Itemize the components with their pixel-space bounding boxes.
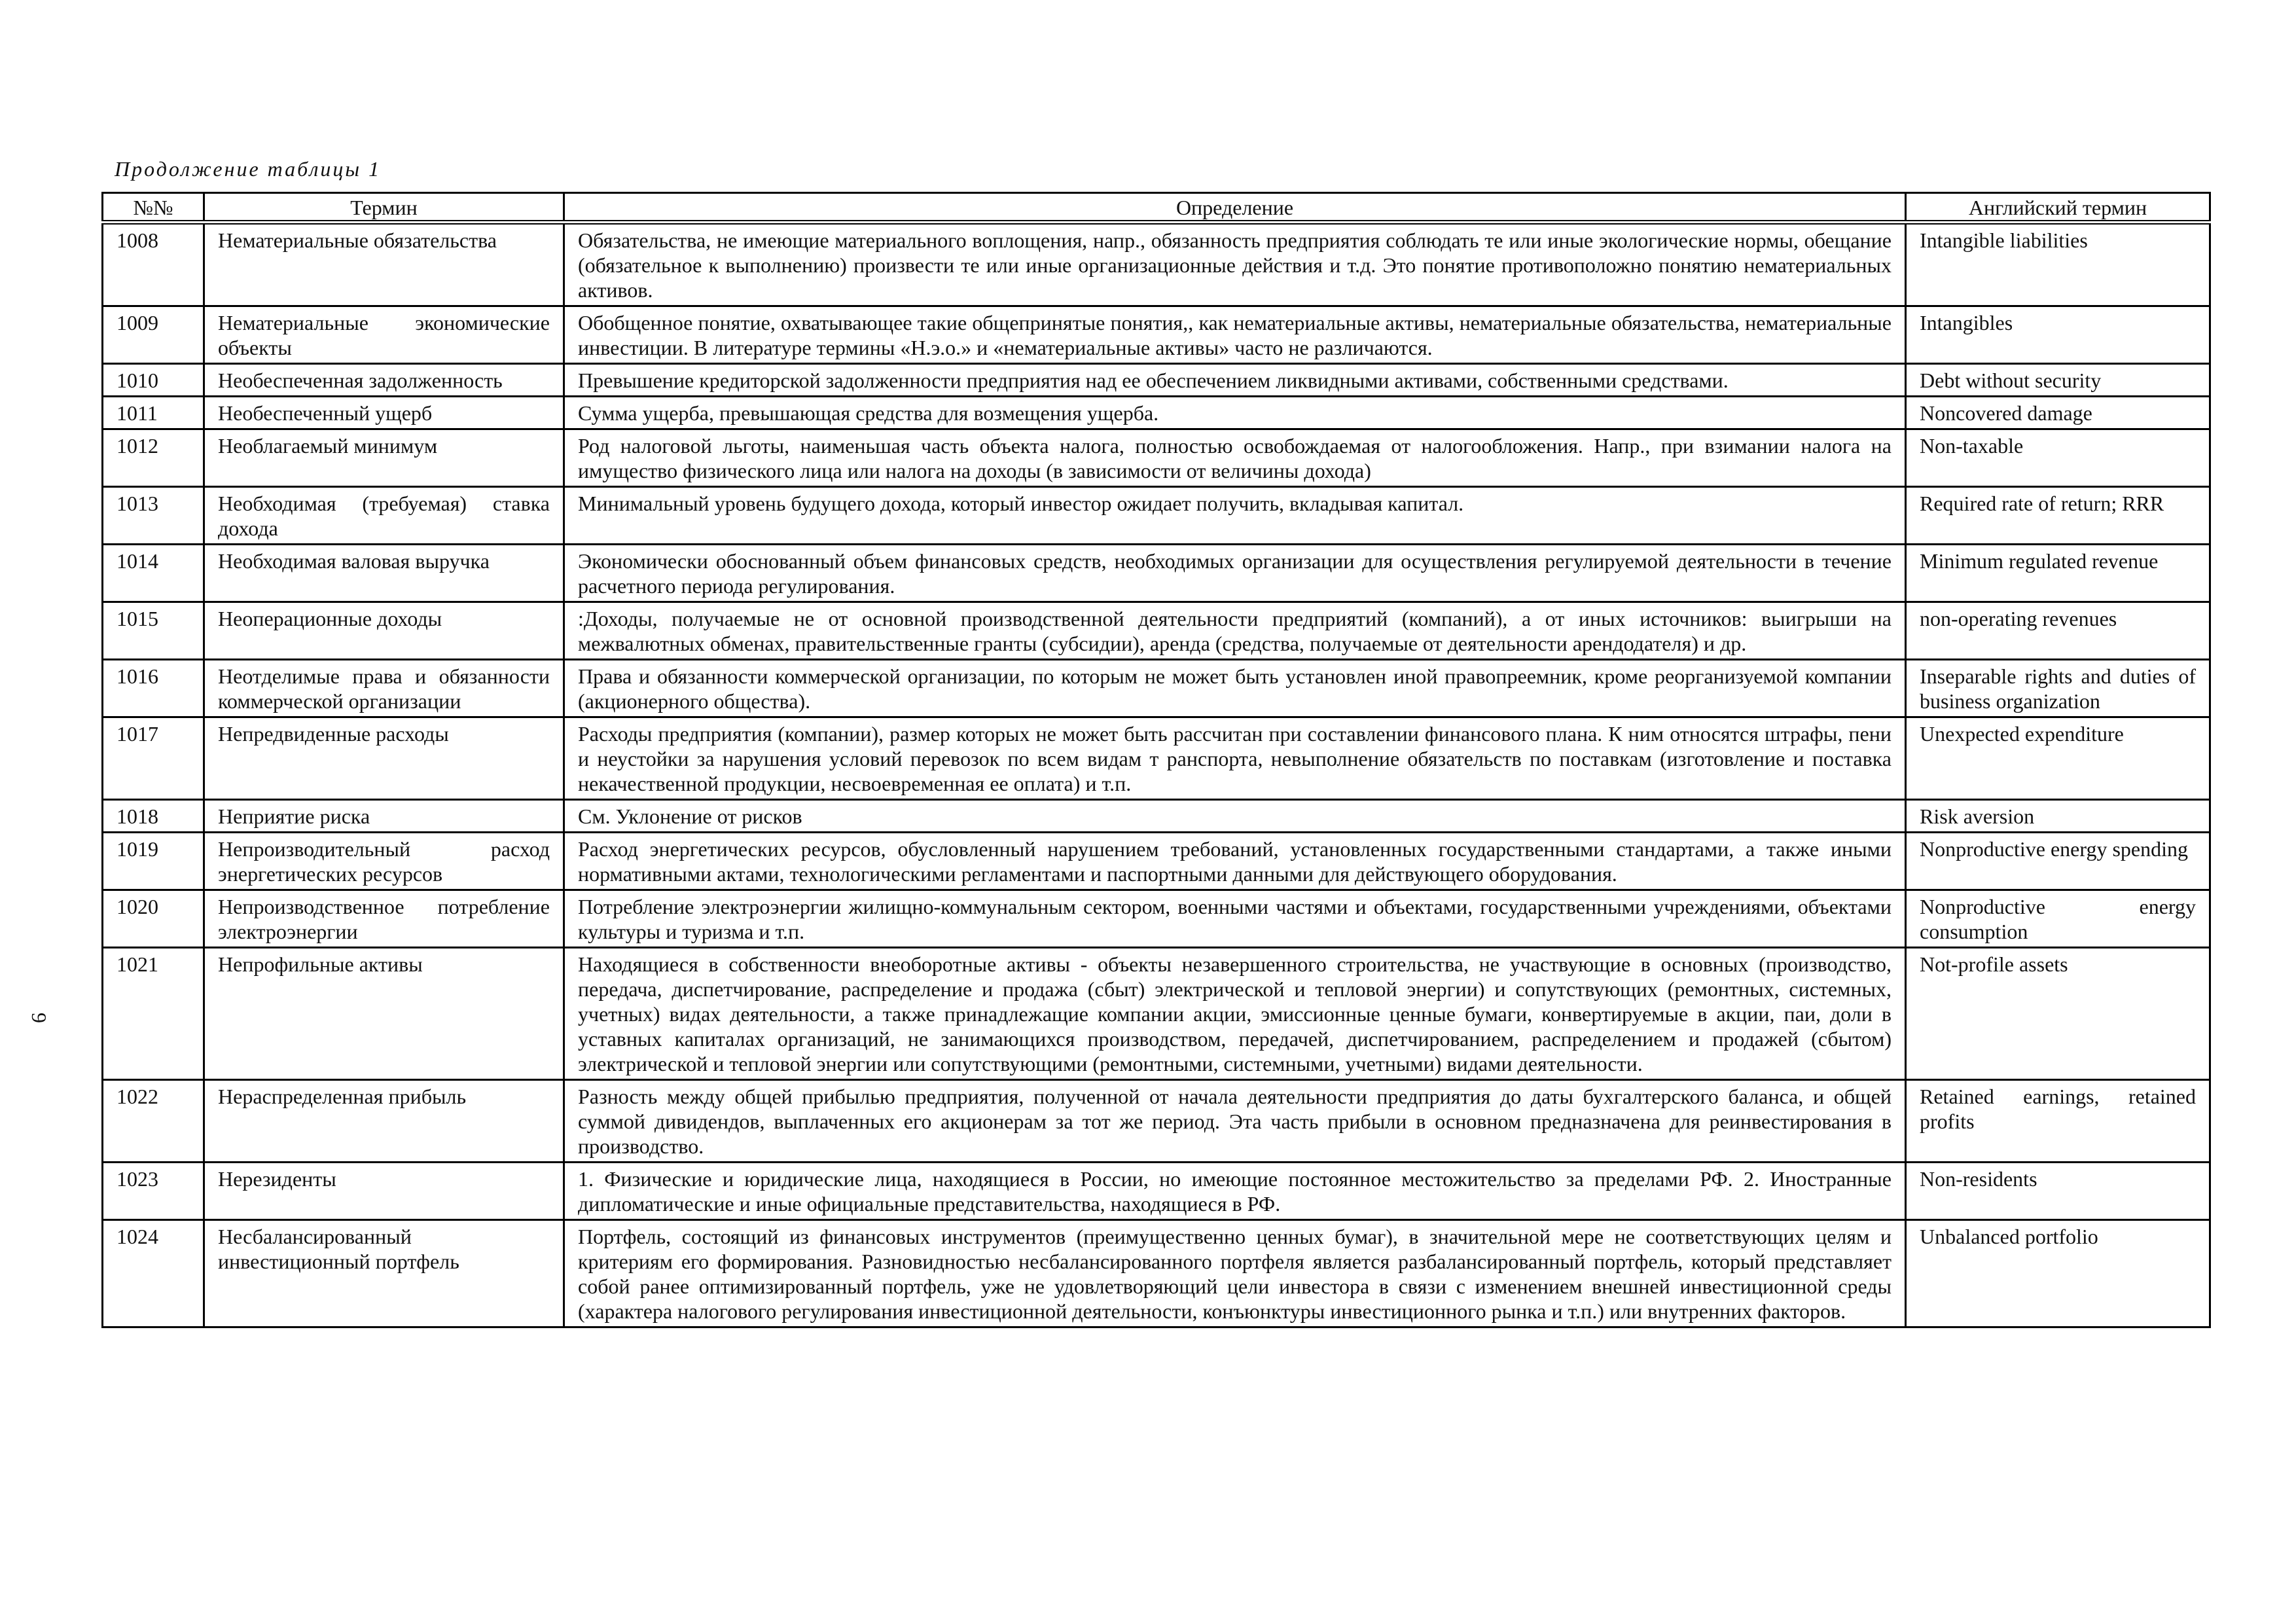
- row-term: Необлагаемый минимум: [204, 429, 564, 487]
- row-number: 1016: [103, 660, 204, 717]
- row-english-term: Inseparable rights and duties of business organization: [1906, 660, 2210, 717]
- table-row: [103, 545, 2210, 602]
- page-number: 9: [27, 1013, 51, 1023]
- header-english-term: Английский термин: [1906, 193, 2210, 223]
- row-english-term: Non-taxable: [1906, 429, 2210, 487]
- table-row: [103, 717, 2210, 800]
- row-term: Необеспеченная задолженность: [204, 364, 564, 397]
- table-row: [103, 660, 2210, 717]
- row-term: Непредвиденные расходы: [204, 717, 564, 800]
- row-english-term: Risk aversion: [1906, 800, 2210, 833]
- row-definition: 1. Физические и юридические лица, находящиеся в России, но имеющие постоянное местожительство за пределами РФ. 2. Иностранные дипломатические и иные официальные представительства, находящиеся в РФ.: [564, 1163, 1906, 1220]
- row-term: Неотделимые права и обязанности коммерческой организации: [204, 660, 564, 717]
- table-row: [103, 364, 2210, 397]
- row-term: Непроизводственное потребление электроэнергии: [204, 890, 564, 948]
- row-english-term: Noncovered damage: [1906, 397, 2210, 429]
- header-row: [103, 193, 2210, 223]
- row-english-term: Debt without security: [1906, 364, 2210, 397]
- table-row: [103, 800, 2210, 833]
- row-term: Необходимая валовая выручка: [204, 545, 564, 602]
- row-term: Непроизводительный расход энергетических ресурсов: [204, 833, 564, 890]
- row-definition: Расходы предприятия (компании), размер которых не может быть рассчитан при составлении финансового плана. К ним относятся штрафы, пени и неустойки за нарушения условий перевозок по всем видам т ранспорта, невыполнение обязательств по поставкам (изготовление и поставка некачественной продукции, несвоевременная ее оплата) и т.п.: [564, 717, 1906, 800]
- row-number: 1023: [103, 1163, 204, 1220]
- row-english-term: Unbalanced portfolio: [1906, 1220, 2210, 1327]
- table-row: [103, 397, 2210, 429]
- row-term: Нерезиденты: [204, 1163, 564, 1220]
- row-term: Нематериальные экономические объекты: [204, 306, 564, 364]
- row-term: Неоперационные доходы: [204, 602, 564, 660]
- row-term: Несбалансированный инвестиционный портфель: [204, 1220, 564, 1327]
- table-row: [103, 487, 2210, 545]
- row-number: 1019: [103, 833, 204, 890]
- row-term: Непрофильные активы: [204, 948, 564, 1080]
- row-number: 1009: [103, 306, 204, 364]
- row-number: 1018: [103, 800, 204, 833]
- table-caption: Продолжение таблицы 1: [115, 157, 382, 181]
- row-number: 1021: [103, 948, 204, 1080]
- table-row: [103, 1080, 2210, 1163]
- row-definition: Превышение кредиторской задолженности предприятия над ее обеспечением ликвидными активами, собственными средствами.: [564, 364, 1906, 397]
- row-english-term: Unexpected expenditure: [1906, 717, 2210, 800]
- row-number: 1011: [103, 397, 204, 429]
- row-term: Необеспеченный ущерб: [204, 397, 564, 429]
- row-definition: Расход энергетических ресурсов, обусловленный нарушением требований, установленных государственными стандартами, а также иными нормативными актами, технологическими регламентами и паспортными данными для действующего оборудования.: [564, 833, 1906, 890]
- row-definition: Сумма ущерба, превышающая средства для возмещения ущерба.: [564, 397, 1906, 429]
- header-term: Термин: [204, 193, 564, 223]
- row-english-term: Minimum regulated revenue: [1906, 545, 2210, 602]
- row-definition: Обобщенное понятие, охватывающее такие общепринятые понятия,, как нематериальные активы, нематериальные обязательства, нематериальные инвестиции. В литературе термины «Н.э.о.» и «нематериальные активы» часто не различаются.: [564, 306, 1906, 364]
- row-number: 1017: [103, 717, 204, 800]
- table-row: [103, 890, 2210, 948]
- row-number: 1008: [103, 223, 204, 306]
- row-number: 1013: [103, 487, 204, 545]
- row-english-term: non-operating revenues: [1906, 602, 2210, 660]
- row-english-term: Required rate of return; RRR: [1906, 487, 2210, 545]
- row-number: 1014: [103, 545, 204, 602]
- table-row: [103, 948, 2210, 1080]
- row-definition: См. Уклонение от рисков: [564, 800, 1906, 833]
- row-definition: Обязательства, не имеющие материального воплощения, напр., обязанность предприятия соблюдать те или иные экологические нормы, обещание (обязательное к выполнению) произвести те или иные организационные действия и т.д. Это понятие противоположно понятию нематериальных активов.: [564, 223, 1906, 306]
- row-number: 1010: [103, 364, 204, 397]
- row-number: 1022: [103, 1080, 204, 1163]
- row-definition: Род налоговой льготы, наименьшая часть объекта налога, полностью освобождаемая от налогообложения. Напр., при взимании налога на имущество физического лица или налога на доходы (в зависимости от величины дохода): [564, 429, 1906, 487]
- row-number: 1020: [103, 890, 204, 948]
- table-body: [103, 223, 2210, 1327]
- row-definition: :Доходы, получаемые не от основной производственной деятельности предприятий (компаний), а от иных источников: выигрыши на межвалютных обменах, правительственные гранты (субсидии), аренда (средства, получаемые от деятельности арендодателя) и др.: [564, 602, 1906, 660]
- table-row: [103, 1220, 2210, 1327]
- table-row: [103, 602, 2210, 660]
- table-row: [103, 429, 2210, 487]
- table-row: [103, 833, 2210, 890]
- row-english-term: Not-profile assets: [1906, 948, 2210, 1080]
- header-number: №№: [103, 193, 204, 223]
- header-definition: Определение: [564, 193, 1906, 223]
- row-term: Необходимая (требуемая) ставка дохода: [204, 487, 564, 545]
- row-definition: Находящиеся в собственности внеоборотные активы - объекты незавершенного строительства, не участвующие в основных (производство, передача, диспетчирование, распределение и продажа (сбыт) электрической и тепловой энергии) и сопутствующих (ремонтных, системных, учетных) видах деятельности, а также принадлежащие компании акции, эмиссионные ценные бумаги, конвертируемые в акции, паи, доли в уставных капиталах организаций, не занимающихся производством, передачей, диспетчированием, распределением и продажей (сбытом) электрической и тепловой энергии или сопутствующими (ремонтными, системными, учетными) видами деятельности.: [564, 948, 1906, 1080]
- row-definition: Минимальный уровень будущего дохода, который инвестор ожидает получить, вкладывая капитал.: [564, 487, 1906, 545]
- row-english-term: Nonproductive energy spending: [1906, 833, 2210, 890]
- row-english-term: Intangibles: [1906, 306, 2210, 364]
- glossary-table: [101, 192, 2211, 1328]
- row-definition: Разность между общей прибылью предприятия, полученной от начала деятельности предприятия до даты бухгалтерского баланса, и общей суммой дивидендов, выплаченных его акционерам за тот же период. Эта часть прибыли в основном предназначена для реинвестирования в производство.: [564, 1080, 1906, 1163]
- row-english-term: Intangible liabilities: [1906, 223, 2210, 306]
- table-row: [103, 306, 2210, 364]
- row-definition: Потребление электроэнергии жилищно-коммунальным сектором, военными частями и объектами, государственными учреждениями, объектами культуры и туризма и т.п.: [564, 890, 1906, 948]
- row-number: 1024: [103, 1220, 204, 1327]
- row-english-term: Retained earnings, retained profits: [1906, 1080, 2210, 1163]
- row-term: Неприятие риска: [204, 800, 564, 833]
- row-number: 1012: [103, 429, 204, 487]
- table-row: [103, 223, 2210, 306]
- row-definition: Экономически обоснованный объем финансовых средств, необходимых организации для осуществления регулируемой деятельности в течение расчетного периода регулирования.: [564, 545, 1906, 602]
- row-definition: Права и обязанности коммерческой организации, по которым не может быть установлен иной правопреемник, кроме реорганизуемой компании (акционерного общества).: [564, 660, 1906, 717]
- row-english-term: Nonproductive energy consumption: [1906, 890, 2210, 948]
- row-term: Нераспределенная прибыль: [204, 1080, 564, 1163]
- row-definition: Портфель, состоящий из финансовых инструментов (преимущественно ценных бумаг), в значительной мере не соответствующих целям и критериям его формирования. Разновидностью несбалансированного портфеля является разбалансированный портфель, который представляет собой ранее оптимизированный портфель, уже не удовлетворяющий цели инвестора в связи с изменением внешней инвестиционной среды (характера налогового регулирования инвестиционной деятельности, конъюнктуры инвестиционного рынка и т.п.) или внутренних факторов.: [564, 1220, 1906, 1327]
- row-term: Нематериальные обязательства: [204, 223, 564, 306]
- table-header: [103, 193, 2210, 223]
- row-english-term: Non-residents: [1906, 1163, 2210, 1220]
- table-row: [103, 1163, 2210, 1220]
- row-number: 1015: [103, 602, 204, 660]
